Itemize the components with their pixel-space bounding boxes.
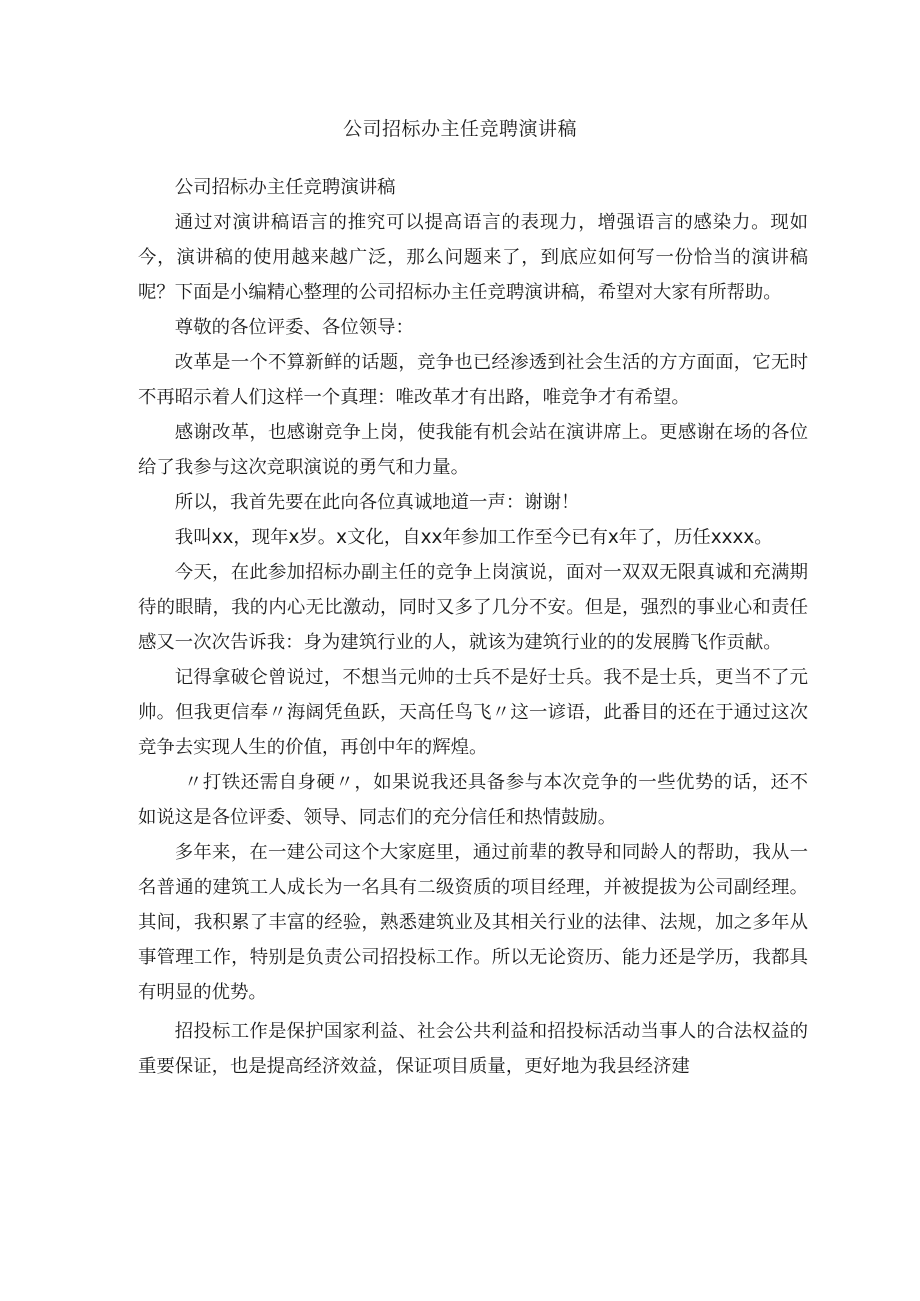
paragraph-salutation: 尊敬的各位评委、各位领导：: [174, 317, 414, 338]
paragraph-experience: 多年来，在一建公司这个大家庭里，通过前辈的教导和同龄人的帮助，我从一名普通的建筑工人成长为一名具有二级资质的项目经理，并被提拔为公司副经理。其间，我积累了丰富的经验，熟悉建筑业及其相关行业的法律、法规，加之多年从事管理工作，特别是负责公司招投标工作。所以无论资历、能力还是学历，我都具有明显的优势。: [138, 842, 808, 1003]
paragraph-intro: 通过对演讲稿语言的推究可以提高语言的表现力，增强语言的感染力。现如今，演讲稿的使用越来越广泛，那么问题来了，到底应如何写一份恰当的演讲稿呢？下面是小编精心整理的公司招标办主任竞聘演讲稿，希望对大家有所帮助。: [138, 212, 808, 303]
paragraph-subtitle: 公司招标办主任竞聘演讲稿: [174, 177, 396, 198]
document-body: [138, 170, 808, 1084]
paragraph-today: 今天，在此参加招标办副主任的竞争上岗演说，面对一双双无限真诚和充满期待的眼睛，我的内心无比激动，同时又多了几分不安。但是，强烈的事业心和责任感又一次次告诉我：身为建筑行业的人，就该为建筑行业的的发展腾飞作贡献。: [138, 562, 808, 653]
paragraph-strength: 〃打铁还需自身硬〃，如果说我还具备参与本次竞争的一些优势的话，还不如说这是各位评委、领导、同志们的充分信任和热情鼓励。: [138, 772, 808, 828]
paragraph-reform: 改革是一个不算新鲜的话题，竞争也已经渗透到社会生活的方方面面，它无时不再昭示着人们这样一个真理：唯改革才有出路，唯竞争才有希望。: [138, 352, 808, 408]
paragraph-napoleon: 记得拿破仑曾说过，不想当元帅的士兵不是好士兵。我不是士兵，更当不了元帅。但我更信奉〃海阔凭鱼跃，天高任鸟飞〃这一谚语，此番目的还在于通过这次竞争去实现人生的价值，再创中年的辉煌。: [138, 667, 808, 758]
document-title: 公司招标办主任竞聘演讲稿: [342, 118, 577, 140]
paragraph-thanks: 感谢改革，也感谢竞争上岗，使我能有机会站在演讲席上。更感谢在场的各位给了我参与这次竞职演说的勇气和力量。: [138, 422, 808, 478]
paragraph-gratitude: 所以，我首先要在此向各位真诚地道一声：谢谢！: [174, 492, 580, 513]
paragraph-self-intro: 我叫xx，现年x岁。x文化，自xx年参加工作至今已有x年了，历任xxxx。: [174, 527, 773, 548]
paragraph-bidding-work: 招投标工作是保护国家利益、社会公共利益和招投标活动当事人的合法权益的重要保证，也是提高经济效益，保证项目质量，更好地为我县经济建: [138, 1021, 808, 1077]
